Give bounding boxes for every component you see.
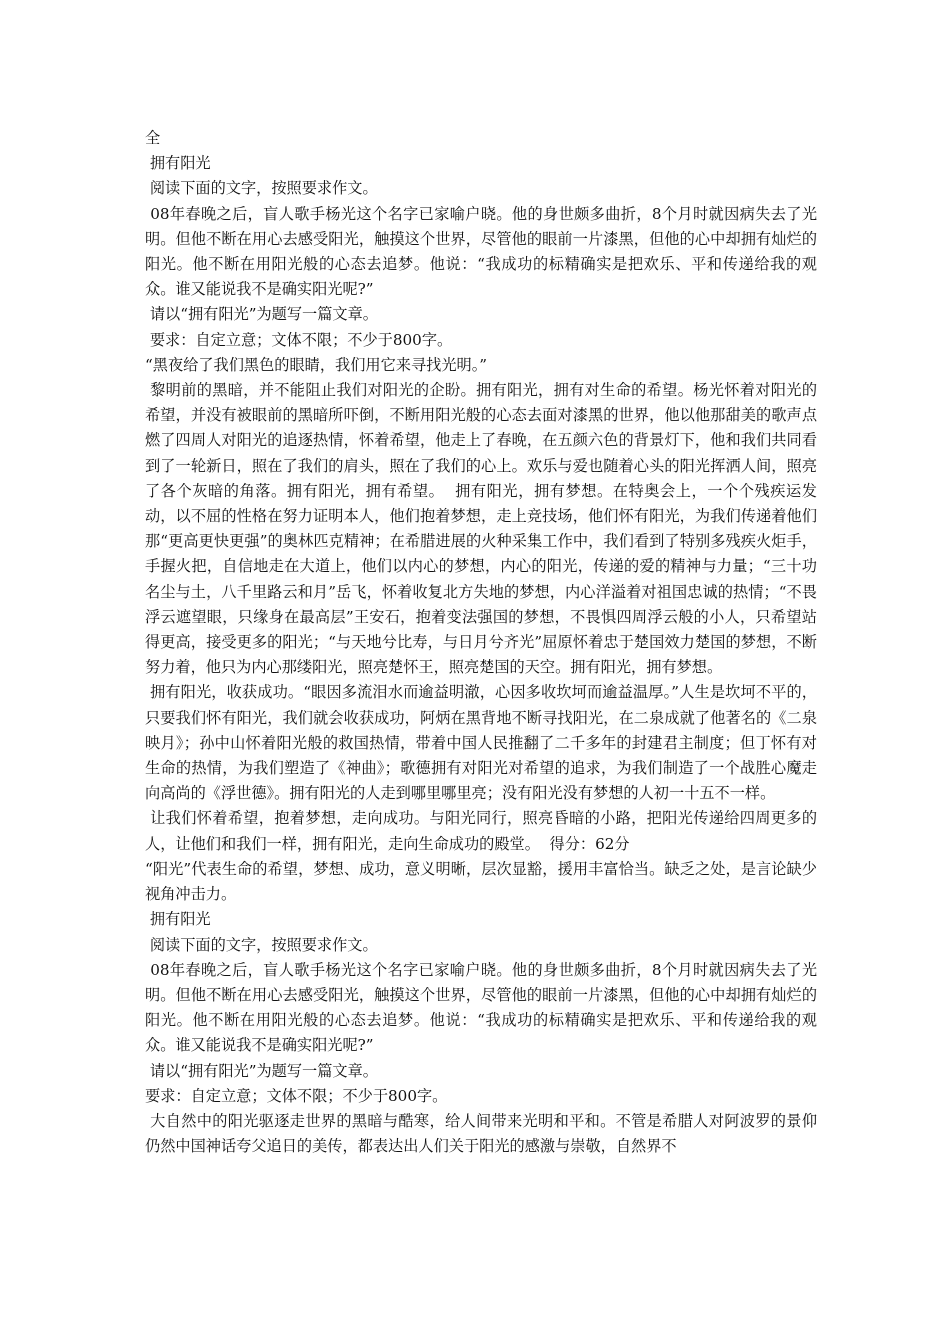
essay-opening-quote: “黑夜给了我们黑色的眼睛，我们用它来寻找光明。”	[145, 355, 488, 374]
prompt-material: 08年春晚之后，盲人歌手杨光这个名字已家喻户晓。他的身世颇多曲折，8个月时就因病失去了光明。但他不断在用心去感受阳光，触摸这个世界，尽管他的眼前一片漆黑，但他的心中却拥有灿烂的阳光。他不断在用阳光般的心态去追梦。他说：“我成功的标精确实是把欢乐、平和传递给我的观众。谁又能说我不是确实阳光呢?”	[145, 204, 818, 299]
prompt-requirements: 要求：自定立意；文体不限；不少于800字。	[145, 330, 453, 349]
prompt-instruction: 阅读下面的文字，按照要求作文。	[145, 935, 378, 954]
essay-paragraph: 大自然中的阳光驱逐走世界的黑暗与酷寒，给人间带来光明和平和。不管是希腊人对阿波罗的景仰仍然中国神话夸父追日的美传，都表达出人们关于阳光的感激与崇敬，自然界不	[145, 1111, 817, 1156]
essay-title: 拥有阳光	[145, 910, 211, 929]
prompt-requirements: 要求：自定立意；文体不限；不少于800字。	[145, 1086, 448, 1105]
essay-conclusion-score: 让我们怀着希望，抱着梦想，走向成功。与阳光同行，照亮昏暗的小路，把阳光传递给四周更多的人，让他们和我们一样，拥有阳光，走向生命成功的殿堂。 得分：62分	[145, 809, 817, 853]
essay-paragraph: 黎明前的黑暗，并不能阻止我们对阳光的企盼。拥有阳光，拥有对生命的希望。杨光怀着对阳光的希望，并没有被眼前的黑暗所吓倒，不断用阳光般的心态去面对漆黑的世界，他以他那甜美的歌声点燃了四周人对阳光的追逐热情，怀着希望，他走上了春晚，在五颜六色的背景灯下，他和我们共同看到了一轮新日，照在了我们的肩头，照在了我们的心上。欢乐与爱也随着心头的阳光挥洒人间，照亮了各个灰暗的角落。拥有阳光，拥有希望。 拥有阳光，拥有梦想。在特奥会上，一个个残疾运发动，以不屈的性格在努力证明本人，他们抱着梦想，走上竞技场，他们怀有阳光，为我们传递着他们那“更高更快更强”的奥林匹克精神；在希腊进展的火种采集工作中，我们看到了特别多残疾火炬手，手握火把，自信地走在大道上，他们以内心的梦想，内心的阳光，传递的爱的精神与力量；“三十功名尘与土，八千里路云和月”岳飞，怀着收复北方失地的梦想，内心洋溢着对祖国忠诚的热情；“不畏浮云遮望眼，只缘身在最高层”王安石，抱着变法强国的梦想，不畏惧四周浮云般的小人，只希望站得更高，接受更多的阳光；“与天地兮比寿，与日月兮齐光”屈原怀着忠于楚国效力楚国的梦想，不断努力着，他只为内心那缕阳光，照亮楚怀王，照亮楚国的天空。拥有阳光，拥有梦想。	[145, 381, 817, 677]
prompt-task: 请以“拥有阳光”为题写一篇文章。	[145, 305, 378, 324]
essay-title: 拥有阳光	[145, 154, 211, 173]
essay-paragraph: 拥有阳光，收获成功。“眼因多流泪水而逾益明澈，心因多收坎坷而逾益温厚。”人生是坎坷不平的，只要我们怀有阳光，我们就会收获成功，阿炳在黑背地不断寻找阳光，在二泉成就了他著名的《二泉映月》；孙中山怀着阳光般的救国热情，带着中国人民推翻了二千多年的封建君主制度；但丁怀有对生命的热情，为我们塑造了《神曲》；歌德拥有对阳光对希望的追求，为我们制造了一个战胜心魔走向高尚的《浮世德》。拥有阳光的人走到哪里哪里亮；没有阳光没有梦想的人初一十五不一样。	[145, 683, 817, 803]
prompt-instruction: 阅读下面的文字，按照要求作文。	[145, 179, 378, 198]
header-char: 全	[145, 129, 161, 147]
essay-comment: “阳光”代表生命的希望，梦想、成功，意义明晰，层次显豁，援用丰富恰当。缺乏之处，是言论缺少视角冲击力。	[145, 859, 817, 904]
prompt-material: 08年春晚之后，盲人歌手杨光这个名字已家喻户晓。他的身世颇多曲折，8个月时就因病失去了光明。但他不断在用心去感受阳光，触摸这个世界，尽管他的眼前一片漆黑，但他的心中却拥有灿烂的阳光。他不断在用阳光般的心态去追梦。他说：“我成功的标精确实是把欢乐、平和传递给我的观众。谁又能说我不是确实阳光呢?”	[145, 960, 818, 1055]
prompt-task: 请以“拥有阳光”为题写一篇文章。	[145, 1061, 378, 1080]
document-body	[145, 126, 817, 1159]
